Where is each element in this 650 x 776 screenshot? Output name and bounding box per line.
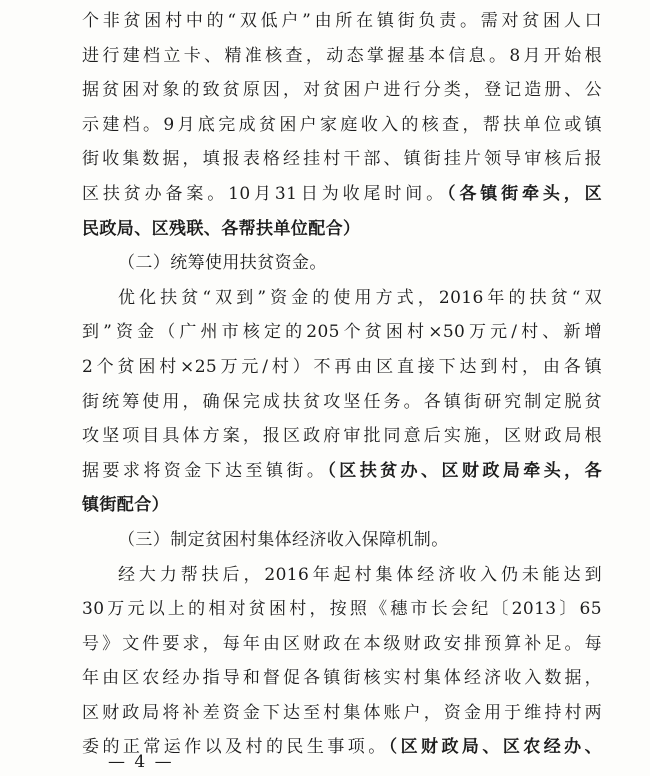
line-19-text: 号》文件要求，每年由区财政在本级财政安排预算补足。每: [82, 633, 602, 654]
text-line-14: [82, 454, 602, 489]
line-3-text: 据贫困对象的致贫原因，对贫困户进行分类，登记造册、公: [82, 80, 602, 101]
line-1-text: 个非贫困村中的“双低户”由所在镇街负责。需对贫困人口: [82, 11, 602, 31]
page-number: — 4 —: [108, 752, 174, 772]
document-body: [82, 4, 602, 765]
text-line-5: [82, 142, 602, 177]
text-line-17: [82, 558, 602, 593]
text-line-19: [82, 627, 602, 662]
line-6-text: 区扶贫办备案。10月31日为收尾时间。: [82, 183, 447, 204]
text-line-10: [82, 315, 602, 350]
line-14-text: 据要求将资金下达至镇街。: [82, 460, 328, 481]
text-line-9: [82, 281, 602, 316]
text-line-2: [82, 39, 602, 74]
text-line-15: [82, 488, 602, 523]
line-20-text: 年由区农经办指导和督促各镇街核实村集体经济收入数据，: [82, 668, 602, 689]
line-11-text: 2个贫困村×25万元/村）不再由区直接下达到村，由各镇: [82, 356, 602, 377]
text-line-1: [82, 4, 602, 39]
line-13-text: 攻坚项目具体方案，报区政府审批同意后实施，区财政局根: [82, 426, 602, 447]
line-18-text: 30万元以上的相对贫困村，按照《穗市长会纪〔2013〕65: [82, 599, 602, 620]
line-22-bold-text: （区财政局、区农经办、: [388, 737, 602, 758]
text-line-11: [82, 350, 602, 385]
line-9-text: 优化扶贫“双到”资金的使用方式，2016年的扶贫“双: [118, 287, 602, 308]
line-15-bold-text: 镇街配合）: [82, 495, 169, 516]
text-line-18: [82, 592, 602, 627]
line-10-text: 到”资金（广州市核定的205个贫困村×50万元/村、新增: [82, 322, 602, 343]
line-12-text: 街统筹使用，确保完成扶贫攻坚任务。各镇街研究制定脱贫: [82, 391, 602, 412]
text-line-3: [82, 73, 602, 108]
line-6-bold-text: （各镇街牵头，区: [446, 183, 602, 204]
text-line-7: [82, 212, 602, 247]
line-4-text: 示建档。9月底完成贫困户家庭收入的核查，帮扶单位或镇: [82, 114, 602, 135]
text-line-12: [82, 385, 602, 420]
line-5-text: 街收集数据，填报表格经挂村干部、镇街挂片领导审核后报: [82, 149, 602, 170]
text-line-13: [82, 419, 602, 454]
line-21-text: 区财政局将补差资金下达至村集体账户，资金用于维持村两: [82, 702, 602, 723]
line-8-text: （二）统筹使用扶贫资金。: [118, 253, 327, 274]
line-22-text: 委的正常运作以及村的民生事项。: [82, 737, 389, 758]
line-2-text: 进行建档立卡、精准核查，动态掌握基本信息。8月开始根: [82, 45, 602, 66]
line-17-text: 经大力帮扶后，2016年起村集体经济收入仍未能达到: [118, 564, 602, 585]
section-heading-3: [82, 523, 602, 558]
line-7-bold-text: 民政局、区残联、各帮扶单位配合）: [82, 218, 361, 239]
text-line-4: [82, 108, 602, 143]
text-line-21: [82, 696, 602, 731]
line-14-bold-text: （区扶贫办、区财政局牵头，各: [327, 460, 602, 481]
line-16-text: （三）制定贫困村集体经济收入保障机制。: [118, 529, 449, 550]
section-heading-2: [82, 246, 602, 281]
text-line-6: [82, 177, 602, 212]
text-line-20: [82, 661, 602, 696]
